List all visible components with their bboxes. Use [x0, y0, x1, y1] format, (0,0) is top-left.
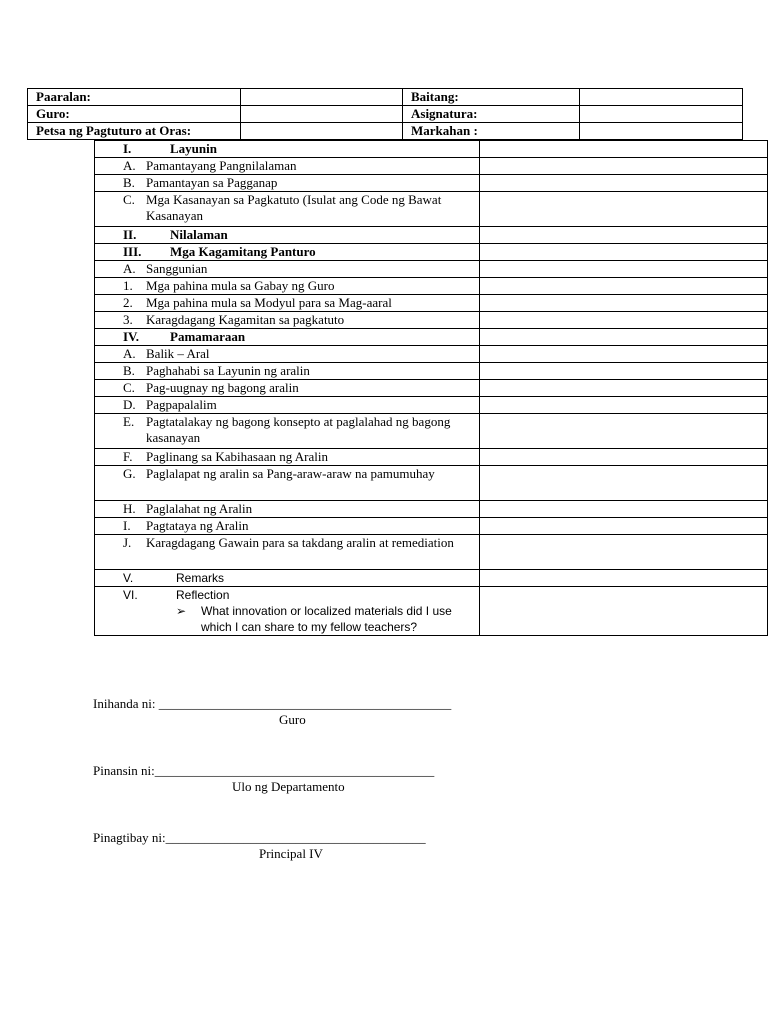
answer-cell[interactable]	[480, 329, 768, 346]
item-text: Pagtatalakay ng bagong konsepto at paglalahad ng bagong kasanayan	[146, 414, 451, 445]
answer-cell[interactable]	[480, 261, 768, 278]
header-table	[27, 88, 743, 140]
item-marker: I.	[123, 518, 131, 533]
answer-cell[interactable]	[480, 570, 768, 587]
approved-label: Pinagtibay ni:	[93, 830, 166, 845]
item-text: Remarks	[176, 571, 225, 585]
quarter-value-cell[interactable]	[580, 123, 743, 140]
item-learning-competencies	[95, 192, 480, 227]
item-text: Pamamaraan	[170, 329, 246, 344]
item-marker: 3.	[123, 312, 133, 327]
table-row	[95, 158, 768, 175]
item-marker: F.	[123, 449, 133, 464]
signature-approved	[93, 830, 426, 861]
item-teacher-guide-pages	[95, 278, 480, 295]
table-row	[95, 141, 768, 158]
item-marker: 2.	[123, 295, 133, 310]
table-row	[95, 244, 768, 261]
table-row	[95, 570, 768, 587]
prepared-label: Inihanda ni:	[93, 696, 156, 711]
item-references	[95, 261, 480, 278]
answer-cell[interactable]	[480, 244, 768, 261]
table-row	[95, 414, 768, 449]
item-connection	[95, 380, 480, 397]
table-row	[95, 312, 768, 329]
item-marker: D.	[123, 397, 136, 412]
answer-cell[interactable]	[480, 158, 768, 175]
item-text: Paglalahat ng Aralin	[146, 501, 253, 516]
signature-prepared	[93, 696, 452, 727]
table-row	[95, 227, 768, 244]
item-marker: IV.	[123, 329, 140, 344]
answer-cell[interactable]	[480, 227, 768, 244]
answer-cell[interactable]	[480, 587, 768, 636]
item-text: Pagpapalalim	[146, 397, 217, 412]
reflection-question: What innovation or localized materials did I use which I can share to my fellow teachers?	[201, 604, 452, 634]
table-row	[95, 346, 768, 363]
item-marker: J.	[123, 535, 132, 550]
item-evaluation	[95, 518, 480, 535]
item-text: Mga pahina mula sa Modyul para sa Mag-aaral	[146, 295, 392, 310]
answer-cell[interactable]	[480, 346, 768, 363]
school-label: Paaralan:	[28, 89, 241, 106]
answer-cell[interactable]	[480, 192, 768, 227]
section-content	[95, 227, 480, 244]
item-marker: A.	[123, 158, 136, 173]
grade-value-cell[interactable]	[580, 89, 743, 106]
answer-cell[interactable]	[480, 175, 768, 192]
answer-cell[interactable]	[480, 278, 768, 295]
item-marker: C.	[123, 380, 135, 395]
item-text: Pamantayang Pangnilalaman	[146, 158, 297, 173]
item-text: Layunin	[170, 141, 217, 156]
item-marker: VI.	[123, 588, 138, 602]
section-objectives	[95, 141, 480, 158]
answer-cell[interactable]	[480, 363, 768, 380]
answer-cell[interactable]	[480, 295, 768, 312]
subject-value-cell[interactable]	[580, 106, 743, 123]
lesson-plan-table	[94, 140, 768, 636]
item-additional-activities	[95, 535, 480, 570]
item-marker: G.	[123, 466, 136, 481]
arrow-bullet-icon: ➢	[176, 604, 187, 618]
grade-label: Baitang:	[403, 89, 580, 106]
item-marker: A.	[123, 261, 136, 276]
item-text: Paghahabi sa Layunin ng aralin	[146, 363, 310, 378]
item-marker: B.	[123, 363, 135, 378]
table-row	[95, 501, 768, 518]
item-marker: II.	[123, 227, 137, 242]
checked-signature-line[interactable]: ___________________________________________	[154, 763, 435, 778]
answer-cell[interactable]	[480, 312, 768, 329]
answer-cell[interactable]	[480, 501, 768, 518]
teacher-value-cell[interactable]	[241, 106, 403, 123]
signature-checked	[93, 763, 435, 794]
checked-label: Pinansin ni:	[93, 763, 155, 778]
approved-signature-line[interactable]: ________________________________________	[165, 830, 426, 845]
answer-cell[interactable]	[480, 535, 768, 570]
item-marker: III.	[123, 244, 142, 259]
header-row	[28, 106, 743, 123]
item-marker: V.	[123, 571, 134, 585]
item-purpose	[95, 363, 480, 380]
item-learner-module-pages	[95, 295, 480, 312]
table-row	[95, 466, 768, 501]
header-row	[28, 89, 743, 106]
section-remarks	[95, 570, 480, 587]
answer-cell[interactable]	[480, 466, 768, 501]
item-text: Pagtataya ng Aralin	[146, 518, 249, 533]
item-text: Mga Kasanayan sa Pagkatuto (Isulat ang Code ng Bawat Kasanayan	[146, 192, 442, 223]
table-row	[95, 295, 768, 312]
table-row	[95, 261, 768, 278]
item-text: Karagdagang Gawain para sa takdang aralin at remediation	[146, 535, 454, 550]
item-text: Sanggunian	[146, 261, 208, 276]
prepared-role: Guro	[279, 712, 306, 727]
table-row	[95, 449, 768, 466]
approved-role: Principal IV	[259, 846, 323, 861]
date-time-value-cell[interactable]	[241, 123, 403, 140]
answer-cell[interactable]	[480, 141, 768, 158]
item-marker: C.	[123, 192, 135, 207]
answer-cell[interactable]	[480, 380, 768, 397]
answer-cell[interactable]	[480, 414, 768, 449]
school-value-cell[interactable]	[241, 89, 403, 106]
item-marker: E.	[123, 414, 135, 429]
item-text: Reflection	[176, 588, 230, 602]
item-text: Karagdagang Kagamitan sa pagkatuto	[146, 312, 345, 327]
table-row	[95, 278, 768, 295]
table-row	[95, 380, 768, 397]
section-learning-resources	[95, 244, 480, 261]
item-additional-materials	[95, 312, 480, 329]
prepared-signature-line[interactable]: _____________________________________________	[158, 696, 452, 711]
table-row	[95, 587, 768, 636]
table-row	[95, 329, 768, 346]
item-text: Balik – Aral	[146, 346, 210, 361]
table-row	[95, 518, 768, 535]
item-generalization	[95, 501, 480, 518]
teacher-label: Guro:	[28, 106, 241, 123]
item-performance-standards	[95, 175, 480, 192]
item-text: Pamantayan sa Pagganap	[146, 175, 278, 190]
item-application	[95, 466, 480, 501]
answer-cell[interactable]	[480, 397, 768, 414]
item-marker: H.	[123, 501, 136, 516]
item-mastery	[95, 449, 480, 466]
date-time-label: Petsa ng Pagtuturo at Oras:	[28, 123, 241, 140]
item-review	[95, 346, 480, 363]
section-reflection	[95, 587, 480, 636]
item-text: Pag-uugnay ng bagong aralin	[146, 380, 299, 395]
item-marker: I.	[123, 141, 132, 156]
section-procedures	[95, 329, 480, 346]
table-row	[95, 175, 768, 192]
table-row	[95, 363, 768, 380]
item-content-standards	[95, 158, 480, 175]
item-deepening	[95, 397, 480, 414]
checked-role: Ulo ng Departamento	[232, 779, 345, 794]
header-row	[28, 123, 743, 140]
item-text: Paglinang sa Kabihasaan ng Aralin	[146, 449, 328, 464]
item-marker: 1.	[123, 278, 133, 293]
table-row	[95, 397, 768, 414]
item-text: Mga Kagamitang Panturo	[170, 244, 316, 259]
subject-label: Asignatura:	[403, 106, 580, 123]
table-row	[95, 535, 768, 570]
answer-cell[interactable]	[480, 449, 768, 466]
answer-cell[interactable]	[480, 518, 768, 535]
quarter-label: Markahan :	[403, 123, 580, 140]
item-discussion	[95, 414, 480, 449]
item-marker: B.	[123, 175, 135, 190]
item-text: Mga pahina mula sa Gabay ng Guro	[146, 278, 335, 293]
item-marker: A.	[123, 346, 136, 361]
item-text: Nilalaman	[170, 227, 228, 242]
item-text: Paglalapat ng aralin sa Pang-araw-araw na pamumuhay	[146, 466, 435, 481]
table-row	[95, 192, 768, 227]
